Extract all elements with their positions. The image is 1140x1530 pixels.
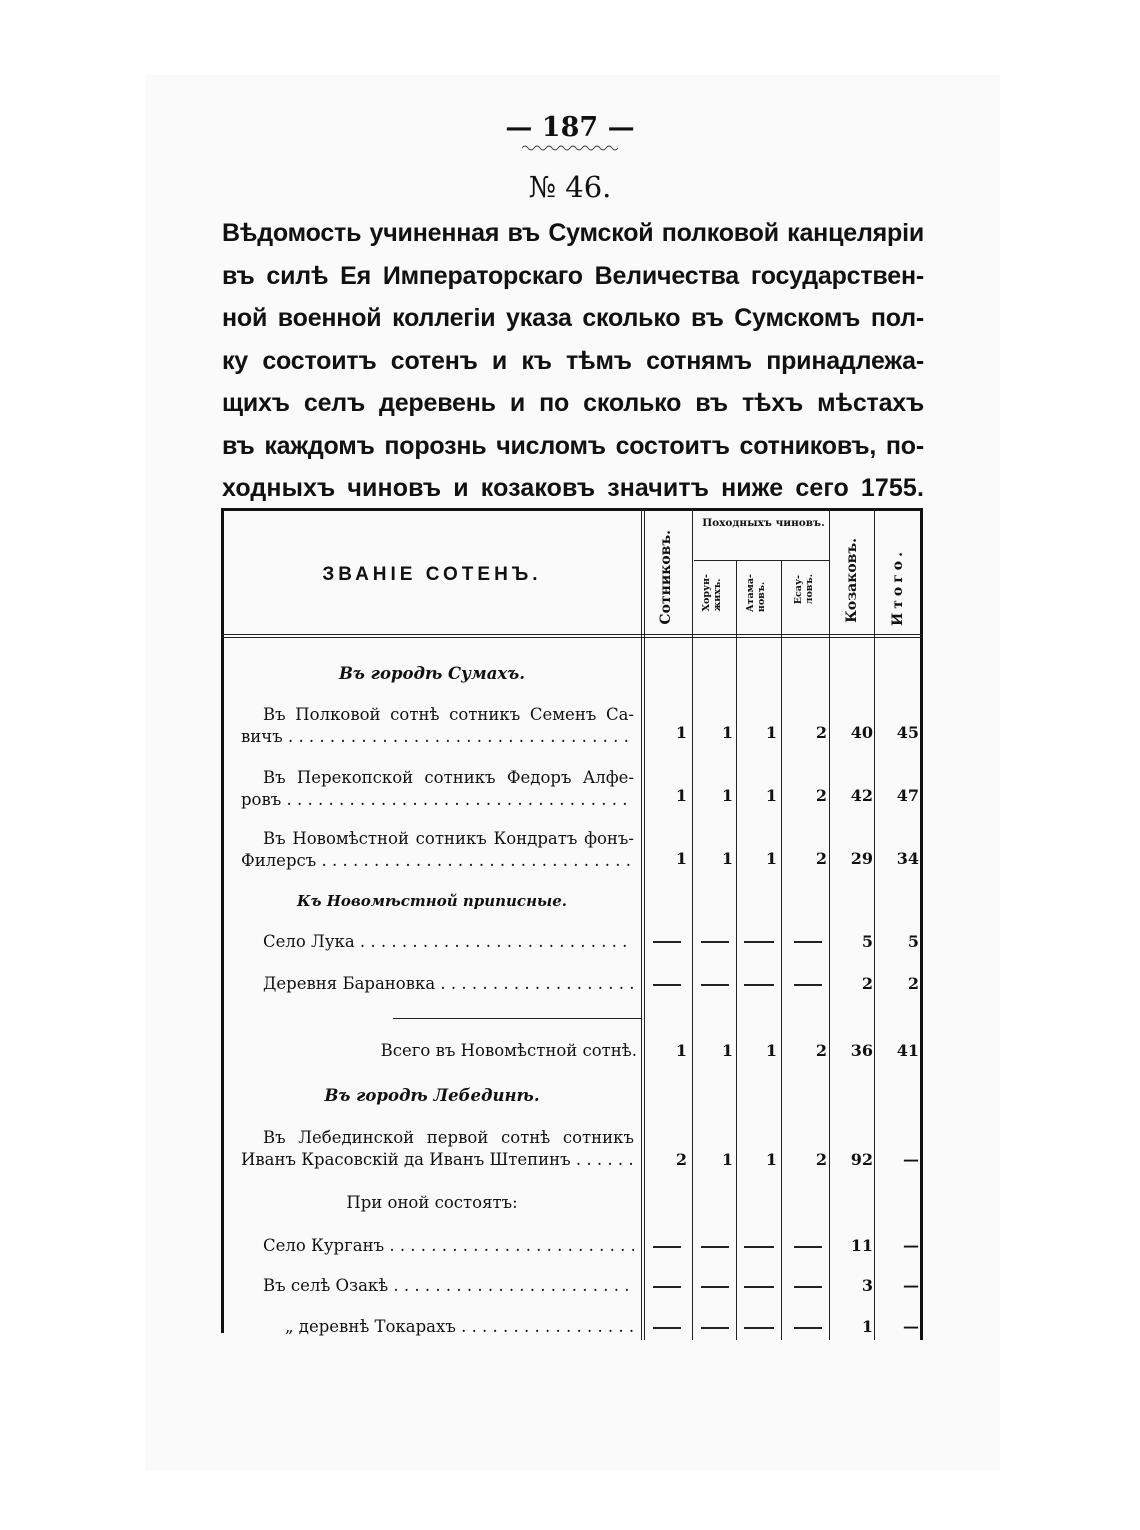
cell-kozakov: 92 (850, 1150, 873, 1169)
cell-itogo: 41 (896, 1041, 919, 1060)
cell-itogo: 45 (896, 723, 919, 742)
dash-sotnikov (653, 984, 681, 986)
title-line: въ силѣ Ея Императорскаго Величества государствен- (222, 261, 924, 290)
cell-atamanov: 1 (765, 1150, 777, 1169)
cell-itogo: 2 (907, 974, 919, 993)
cell-sotnikov: 1 (675, 723, 687, 742)
row-label-line: Село Курганъ . . . (241, 1235, 634, 1257)
cell-itogo: — (903, 1276, 919, 1295)
row-label-line: „ деревнѣ Токарахъ . . . (241, 1316, 634, 1338)
roster-table (221, 508, 923, 1340)
row-label-line: ровъ . . . (241, 789, 634, 811)
header-bottom-rule (221, 634, 923, 638)
title-line: ной военной коллегiи указа сколько въ Сумскомъ пол- (222, 304, 924, 332)
column-rule (692, 508, 693, 1340)
dash-atamanov (744, 984, 774, 986)
section-heading: Къ Новомѣстной приписные. (296, 892, 568, 910)
row-label-line: вичъ . . . (241, 726, 634, 748)
row-label: Всего въ Новомѣстной сотнѣ. (380, 1041, 637, 1060)
cell-itogo: — (903, 1317, 919, 1336)
column-header-kozakov: Козаковъ. (844, 538, 860, 623)
column-header-itogo: Итого. (890, 548, 906, 627)
column-header-khorunzhikh: Хорун- жихъ. (701, 574, 723, 612)
dash-esaulov (794, 1246, 822, 1248)
cell-kozakov: 11 (850, 1236, 873, 1255)
row-label (241, 1275, 634, 1297)
cell-itogo: 47 (896, 786, 919, 805)
cell-kozakov: 29 (850, 849, 873, 868)
cell-esaulov: 2 (815, 849, 827, 868)
dash-esaulov (794, 984, 822, 986)
group-rule (694, 560, 829, 561)
cell-kozakov: 3 (861, 1276, 873, 1295)
cell-esaulov: 2 (815, 786, 827, 805)
title-line: щихъ селъ деревень и по сколько въ тѣхъ мѣстахъ (222, 389, 924, 417)
row-label-line: Иванъ Красовскiй да Иванъ Штепинъ . . . (241, 1149, 634, 1171)
cell-kozakov: 2 (861, 974, 873, 993)
cell-atamanov: 1 (765, 849, 777, 868)
dash-esaulov (794, 941, 822, 943)
column-header-esaulov: Есау- ловъ. (793, 574, 815, 605)
section-heading: Въ городѣ Лебединѣ. (324, 1086, 540, 1105)
cell-khorunzhikh: 1 (721, 786, 733, 805)
dash-atamanov (744, 1327, 774, 1329)
row-label-line: Село Лука . . . (241, 931, 634, 953)
section-heading: Въ городѣ Сумахъ. (338, 664, 525, 683)
row-label (241, 931, 634, 953)
cell-kozakov: 42 (850, 786, 873, 805)
cell-itogo: — (903, 1150, 919, 1169)
document-number: № 46. (528, 170, 612, 204)
row-label (241, 1235, 634, 1257)
dash-sotnikov (653, 1246, 681, 1248)
cell-khorunzhikh: 1 (721, 1041, 733, 1060)
dash-atamanov (744, 1286, 774, 1288)
cell-khorunzhikh: 1 (721, 849, 733, 868)
dash-khorunzhikh (701, 941, 729, 943)
subtotal-rule (393, 1018, 641, 1019)
cell-kozakov: 1 (861, 1317, 873, 1336)
cell-esaulov: 2 (815, 723, 827, 742)
cell-khorunzhikh: 1 (721, 1150, 733, 1169)
column-rule (874, 508, 875, 1340)
dash-sotnikov (653, 1286, 681, 1288)
cell-atamanov: 1 (765, 1041, 777, 1060)
cell-kozakov: 40 (850, 723, 873, 742)
column-header-sotnikov: Сотниковъ. (658, 530, 674, 625)
cell-esaulov: 2 (815, 1150, 827, 1169)
column-rule (641, 508, 645, 1340)
row-label (241, 767, 634, 811)
dash-atamanov (744, 1246, 774, 1248)
cell-sotnikov: 1 (675, 849, 687, 868)
row-label (241, 1316, 634, 1338)
title-line: ходныхъ чиновъ и козаковъ значитъ ниже сего 1755. (222, 474, 924, 502)
row-label-line: Въ Полковой сотнѣ сотникъ Семенъ Са- (263, 705, 634, 724)
row-label: При оной состоятъ: (346, 1193, 518, 1212)
ornament-squiggle (522, 144, 618, 152)
row-label (241, 828, 634, 872)
cell-esaulov: 2 (815, 1041, 827, 1060)
column-group-header: Походныхъ чиновъ. (702, 517, 825, 529)
row-label-line: Въ Перекопской сотникъ Федоръ Алфе- (263, 768, 634, 787)
title-line: Вѣдомость учиненная въ Сумской полковой канцелярiи (222, 219, 924, 247)
cell-itogo: 34 (896, 849, 919, 868)
row-label (241, 1127, 634, 1171)
column-rule (781, 560, 782, 1340)
cell-sotnikov: 1 (675, 786, 687, 805)
column-rule (736, 560, 737, 1340)
cell-kozakov: 5 (861, 932, 873, 951)
cell-atamanov: 1 (765, 723, 777, 742)
column-header-name: ЗВАНIЕ СОТЕНЪ. (322, 564, 542, 585)
cell-itogo: 5 (907, 932, 919, 951)
document-title (222, 212, 924, 510)
dash-khorunzhikh (701, 1246, 729, 1248)
table-right-rule (920, 508, 923, 1340)
cell-khorunzhikh: 1 (721, 723, 733, 742)
column-rule (829, 508, 830, 1340)
row-label-line: Въ Лебединской первой сотнѣ сотникъ (263, 1128, 634, 1147)
table-top-rule (221, 508, 923, 511)
dash-sotnikov (653, 1327, 681, 1329)
dash-khorunzhikh (701, 984, 729, 986)
cell-sotnikov: 2 (675, 1150, 687, 1169)
cell-sotnikov: 1 (675, 1041, 687, 1060)
dash-esaulov (794, 1327, 822, 1329)
column-header-atamanov: Атама- новъ. (745, 574, 767, 613)
cell-itogo: — (903, 1236, 919, 1255)
row-label-line: Въ селѣ Озакѣ . . . (241, 1275, 634, 1297)
dash-khorunzhikh (701, 1286, 729, 1288)
page-number: — 187 — (505, 112, 635, 143)
dash-atamanov (744, 941, 774, 943)
row-label-line: Филерсъ . . . (241, 850, 634, 872)
row-label (241, 973, 634, 995)
dash-khorunzhikh (701, 1327, 729, 1329)
cell-kozakov: 36 (850, 1041, 873, 1060)
row-label (241, 704, 634, 748)
row-label-line: Деревня Барановка . . . (241, 973, 634, 995)
dash-sotnikov (653, 941, 681, 943)
dash-esaulov (794, 1286, 822, 1288)
title-line: въ каждомъ порознь числомъ состоитъ сотниковъ, по- (222, 431, 924, 460)
row-label-line: Въ Новомѣстной сотникъ Кондратъ фонъ- (263, 829, 634, 848)
cell-atamanov: 1 (765, 786, 777, 805)
title-line: ку состоитъ сотенъ и къ тѣмъ сотнямъ принадлежа- (222, 346, 924, 375)
